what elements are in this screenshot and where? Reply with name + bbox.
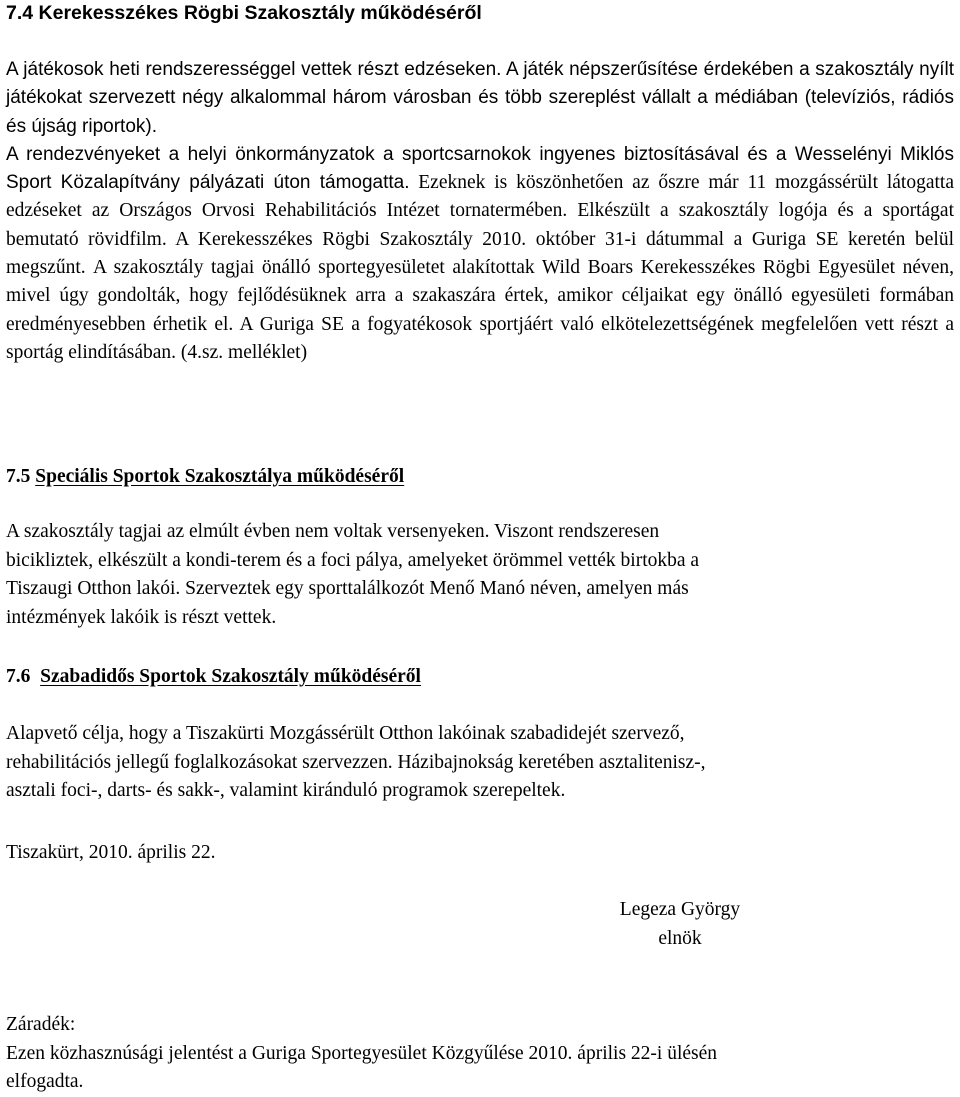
text-line: rehabilitációs jellegű foglalkozásokat szervezzen. Házibajnokság keretében asztalitenisz-, bbox=[6, 751, 706, 773]
paragraph-7-4-intro: A játékosok heti rendszerességgel vettek részt edzéseken. A játék népszerűsítése érdekében a szakosztály nyílt játékokat szervezett négy alkalommal három városban és több szereplést vállalt a médiában (televíziós, rádiós és újság riportok). bbox=[6, 59, 954, 137]
text-line: asztali foci-, darts- és sakk-, valamint kiránduló programok szerepeltek. bbox=[6, 780, 566, 802]
section-heading-7-6 bbox=[6, 663, 421, 691]
paragraph-7-4-sponsors: A rendezvényeket a helyi önkormányzatok a sportcsarnokok ingyenes biztosításával és a Wesselényi Miklós Sport Közalapítvány pályázati úton támogatta. bbox=[6, 143, 954, 194]
section-title-7-6: Szabadidős Sportok Szakosztály működéséről bbox=[40, 666, 421, 687]
text-line: intézmények lakóik is részt vettek. bbox=[6, 606, 277, 628]
closing-text-line: Ezen közhasznúsági jelentést a Guriga Sportegyesület Közgyűlése 2010. április 22-i ülésén bbox=[6, 1042, 718, 1064]
text-line: Tiszaugi Otthon lakói. Szerveztek egy sporttalálkozót Menő Manó néven, amelyen más bbox=[6, 578, 689, 600]
section-heading-7-5 bbox=[6, 463, 404, 491]
place-date: Tiszakürt, 2010. április 22. bbox=[6, 842, 216, 863]
closing-label: Záradék: bbox=[6, 1014, 76, 1035]
signature-name: Legeza György bbox=[619, 899, 741, 920]
section-7-6-body bbox=[6, 720, 954, 806]
closing-text-line: elfogadta. bbox=[6, 1071, 84, 1093]
text-line: Alapvető célja, hogy a Tiszakürti Mozgássérült Otthon lakóinak szabadidejét szervező, bbox=[6, 723, 685, 744]
section-number-7-5: 7.5 bbox=[6, 466, 31, 487]
section-heading-7-4: 7.4 Kerekesszékes Rögbi Szakosztály működéséről bbox=[6, 2, 482, 24]
section-number-7-6: 7.6 bbox=[6, 666, 31, 687]
section-7-4-body bbox=[6, 56, 954, 367]
paragraph-7-4-results: Ezeknek is köszönhetően az őszre már 11 mozgássérült látogatta edzéseket az Országos Orvosi Rehabilitációs Intézet tornatermében. Elkészült a szakosztály logója és a sportágat bemutató rövidfilm. A Kerekesszékes Rögbi Szakosztály 2010. október 31-i dátummal a Guriga SE keretén belül megszűnt. bbox=[6, 172, 954, 279]
text-line: A szakosztály tagjai az elmúlt évben nem voltak versenyeken. Viszont rendszeresen bbox=[6, 521, 660, 542]
section-title-7-5: Speciális Sportok Szakosztálya működéséről bbox=[35, 466, 405, 487]
signature-block bbox=[580, 896, 780, 953]
paragraph-7-4-new-club: A szakosztály tagjai önálló sportegyesületet alakítottak Wild Boars Kerekesszékes Rögbi Egyesület néven, mivel úgy gondolták, hogy fejlődésüknek arra a szakaszára értek, amikor céljaikat egy önálló egyesületi formában eredményesebben érhetik el. A Guriga SE a fogyatékosok sportjáért való elkötelezettségének megfelelően vett részt a sportág elindításában. (4.sz. melléklet) bbox=[6, 257, 955, 363]
signature-title: elnök bbox=[658, 927, 702, 949]
section-7-5-body bbox=[6, 518, 954, 632]
text-line: bicikliztek, elkészült a kondi-terem és a foci pálya, amelyeket örömmel vették birtokba a bbox=[6, 549, 700, 571]
closing-block bbox=[6, 1011, 954, 1097]
paragraph-7-4-main bbox=[6, 141, 954, 367]
